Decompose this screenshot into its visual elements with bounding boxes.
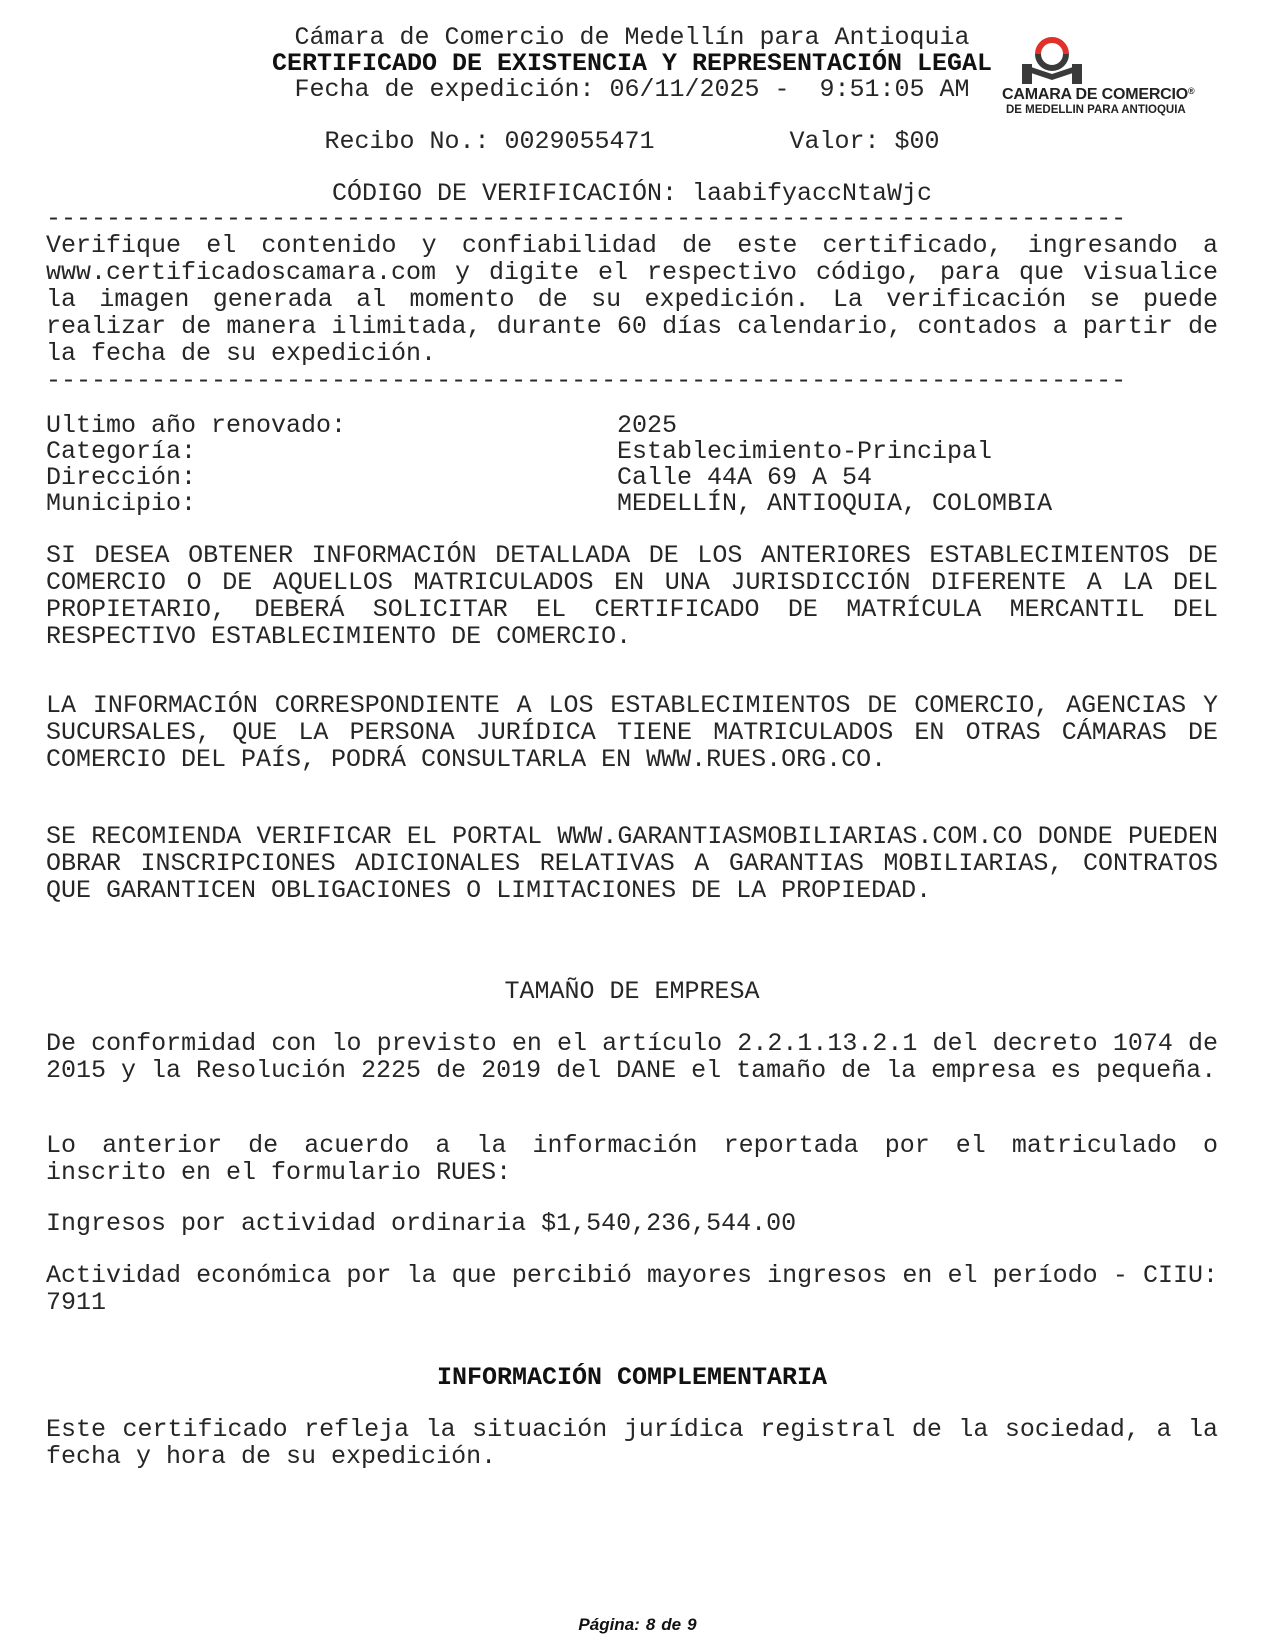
certificate-title: CERTIFICADO DE EXISTENCIA Y REPRESENTACIÓN LEGAL — [271, 49, 993, 78]
income-line: Ingresos por actividad ordinaria $1,540,236,544.00 — [46, 1209, 797, 1238]
guarantees-notice: SE RECOMIENDA VERIFICAR EL PORTAL WWW.GARANTIASMOBILIARIAS.COM.CO DONDE PUEDEN OBRAR INSCRIPCIONES ADICIONALES RELATIVAS A GARANTIAS MOBILIARIAS, CONTRATOS QUE GARANTICEN OBLIGACIONES O LIMITACIONES DE LA PROPIEDAD. — [46, 822, 1218, 905]
complementary-heading: INFORMACIÓN COMPLEMENTARIA — [436, 1363, 828, 1392]
company-size-text: De conformidad con lo previsto en el artículo 2.2.1.13.2.1 del decreto 1074 de 2015 y la Resolución 2225 de 2019 del DANE el tamaño de la empresa es pequeña. — [46, 1029, 1218, 1085]
issue-date: Fecha de expedición: 06/11/2025 - 9:51:05 AM — [294, 75, 970, 104]
separator-bottom: ------------------------------------------------------------------------ — [46, 366, 1127, 395]
municipality-label: Municipio: — [46, 489, 197, 518]
renewed-year-label: Ultimo año renovado: — [46, 411, 347, 440]
logo-wordmark: CAMARA DE COMERCIO® — [1002, 86, 1195, 103]
complementary-text: Este certificado refleja la situación jurídica registral de la sociedad, a la fecha y hora de su expedición. — [46, 1415, 1218, 1471]
verification-code: CÓDIGO DE VERIFICACIÓN: laabifyaccNtaWjc — [331, 179, 933, 208]
company-size-heading: TAMAÑO DE EMPRESA — [504, 977, 760, 1006]
establishments-notice: SI DESEA OBTENER INFORMACIÓN DETALLADA DE LOS ANTERIORES ESTABLECIMIENTOS DE COMERCIO O DE AQUELLOS MATRICULADOS EN UNA JURISDICCIÓN DIFERENTE A LA DEL PROPIETARIO, DEBERÁ SOLICITAR EL CERTIFICADO DE MATRÍCULA MERCANTIL DEL RESPECTIVO ESTABLECIMIENTO DE COMERCIO. — [46, 541, 1218, 651]
receipt-line: Recibo No.: 0029055471 Valor: $00 — [324, 127, 940, 156]
logo-subtitle: DE MEDELLIN PARA ANTIOQUIA — [1006, 104, 1186, 116]
economic-activity: Actividad económica por la que percibió mayores ingresos en el período - CIIU: 7911 — [46, 1261, 1218, 1317]
address-label: Dirección: — [46, 463, 197, 492]
category-value: Establecimiento-Principal — [617, 437, 993, 466]
verification-notice: Verifique el contenido y confiabilidad de este certificado, ingresando a www.certificadoscamara.com y digite el respectivo código, para que visualice la imagen generada al momento de su expedición. La verificación se puede realizar de manera ilimitada, durante 60 días calendario, contados a partir de la fecha de su expedición. — [46, 231, 1218, 368]
page-number: Página: 8 de 9 — [578, 1615, 697, 1634]
chamber-name: Cámara de Comercio de Medellín para Antioquia — [294, 23, 970, 52]
renewed-year-value: 2025 — [617, 411, 678, 440]
rues-notice: LA INFORMACIÓN CORRESPONDIENTE A LOS ESTABLECIMIENTOS DE COMERCIO, AGENCIAS Y SUCURSALES, QUE LA PERSONA JURÍDICA TIENE MATRICULADOS EN OTRAS CÁMARAS DE COMERCIO DEL PAÍS, PODRÁ CONSULTARLA EN WWW.RUES.ORG.CO. — [46, 691, 1218, 774]
separator-top: ------------------------------------------------------------------------ — [46, 204, 1127, 233]
rues-form-text: Lo anterior de acuerdo a la información reportada por el matriculado o inscrito en el formulario RUES: — [46, 1131, 1218, 1187]
address-value: Calle 44A 69 A 54 — [617, 463, 873, 492]
category-label: Categoría: — [46, 437, 197, 466]
municipality-value: MEDELLÍN, ANTIOQUIA, COLOMBIA — [617, 489, 1053, 518]
